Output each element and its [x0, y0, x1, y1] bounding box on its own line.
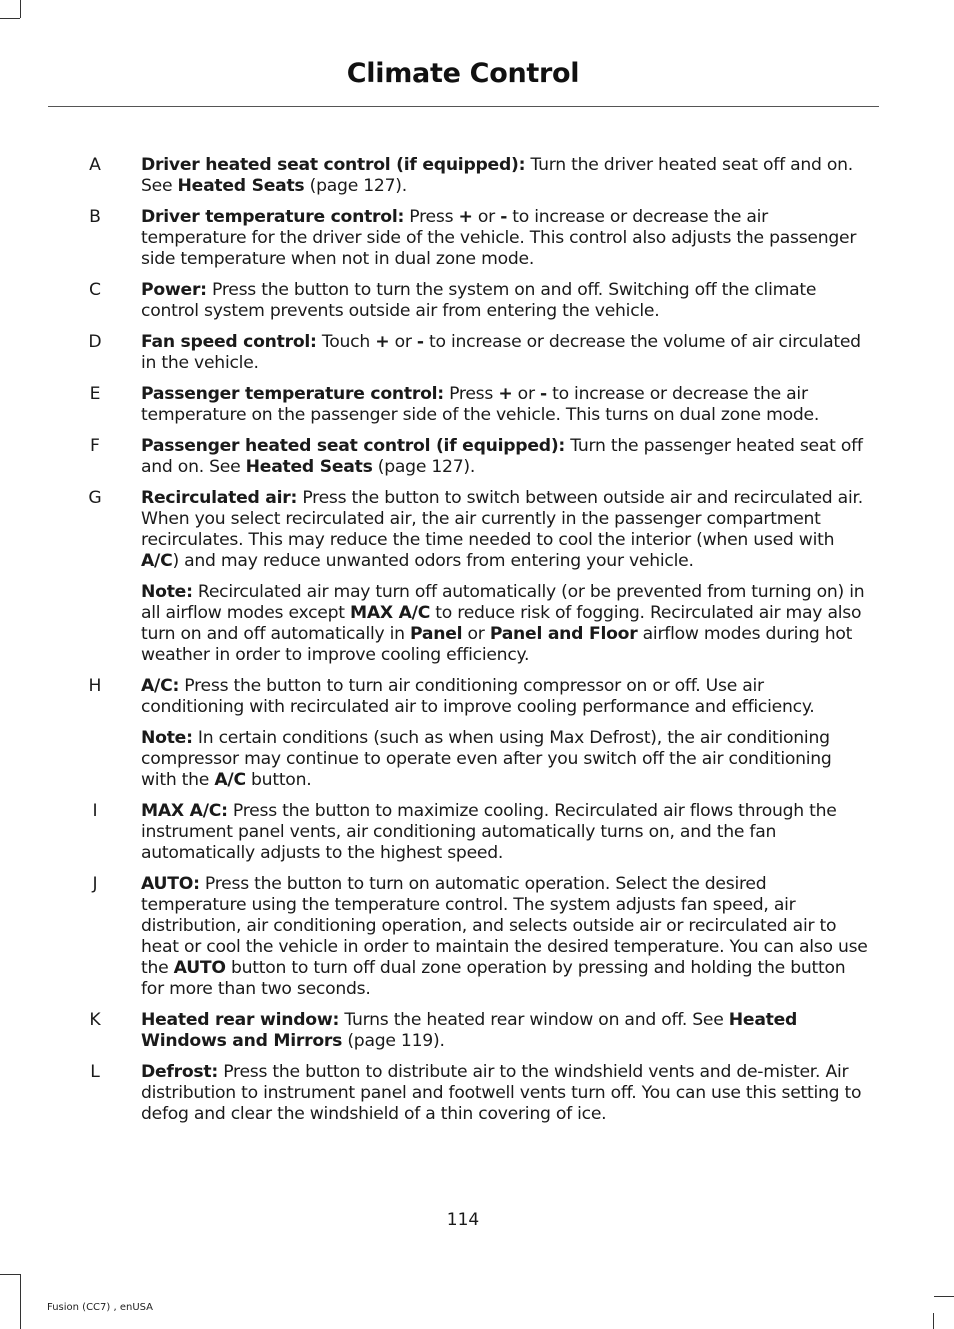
list-item [0, 874, 954, 1000]
item-text: to increase or decrease the air temperature for the driver side of the vehicle. This control also adjusts the passenger side temperature when not in dual zone mode. [141, 207, 857, 269]
item-text: Press [404, 207, 459, 227]
list-item [0, 280, 954, 322]
item-letter: J [92, 874, 98, 894]
item-text: button. [245, 770, 312, 790]
control-name: A/C [214, 770, 246, 790]
item-text: Turns the heated rear window on and off. See [339, 1010, 729, 1030]
item-letter: C [88, 280, 101, 300]
item-description [141, 332, 870, 374]
item-label: MAX A/C: [141, 801, 228, 821]
control-name: - [539, 384, 547, 404]
item-text: Press [443, 384, 499, 404]
item-letter: L [90, 1062, 100, 1082]
item-text: or [389, 332, 417, 352]
item-label: Power: [141, 280, 207, 300]
item-label: Passenger heated seat control (if equipped): [141, 436, 566, 456]
item-text: Press the button to turn on automatic operation. Select the desired temperature using the temperature control. The system adjusts fan speed, air distribution, air conditioning operation, and selects outside air or recirculated air to heat or cool the vehicle in order to maintain the desired temperature. You can also use the [141, 874, 868, 978]
control-name: MAX A/C [349, 603, 431, 623]
item-text: Turn the driver heated seat off and on. See [141, 155, 854, 196]
crop-mark [0, 1274, 20, 1275]
item-text: Press the button to turn air conditioning compressor on or off. Use air conditioning with recirculated air to improve cooling performance and efficiency. [141, 676, 815, 717]
control-name: AUTO [173, 958, 226, 978]
item-text: or [512, 384, 540, 404]
control-name: + [498, 384, 513, 404]
title-divider [48, 106, 879, 107]
item-text: Turn the passenger heated seat off and on. See [141, 436, 863, 477]
item-label: AUTO: [141, 874, 200, 894]
item-letter: A [89, 155, 101, 175]
control-name: A/C [141, 551, 173, 571]
item-text: airflow modes during hot weather in order to improve cooling efficiency. [141, 624, 853, 665]
control-name: Panel [410, 624, 463, 644]
item-text: (page 127). [372, 457, 476, 477]
page-number: 114 [446, 1210, 480, 1230]
item-text: button to turn off dual zone operation by pressing and holding the button for more than two seconds. [141, 958, 846, 999]
item-text: or [472, 207, 501, 227]
item-description [141, 384, 870, 426]
item-label: Defrost: [141, 1062, 219, 1082]
item-letter: K [89, 1010, 101, 1030]
list-item [0, 676, 954, 791]
item-letter: E [89, 384, 101, 404]
item-label: Heated rear window: [141, 1010, 340, 1030]
item-label: Note: [141, 728, 193, 748]
item-label: Passenger temperature control: [141, 384, 444, 404]
item-text: (page 127). [304, 176, 407, 196]
item-label: A/C: [141, 676, 180, 696]
item-label: Driver temperature control: [141, 207, 405, 227]
control-name: + [458, 207, 473, 227]
item-letter: D [88, 332, 102, 352]
item-text: Recirculated air may turn off automatically (or be prevented from turning on) in all airflow modes except [141, 582, 865, 623]
item-text: ) and may reduce unwanted odors from entering your vehicle. [172, 551, 694, 571]
item-letter: I [92, 801, 98, 821]
item-text: or [462, 624, 490, 644]
item-description [141, 1062, 870, 1125]
item-text: In certain conditions (such as when using Max Defrost), the air conditioning compressor may continue to operate even after you switch off the air conditioning with the [141, 728, 832, 790]
item-letter: H [88, 676, 102, 696]
item-description [141, 155, 870, 197]
cross-reference: Heated Seats [177, 176, 305, 196]
crop-mark [934, 1296, 954, 1297]
list-item [0, 384, 954, 426]
control-name: - [500, 207, 508, 227]
crop-mark [20, 0, 21, 18]
list-item [0, 155, 954, 197]
list-item [0, 436, 954, 478]
item-note [141, 582, 870, 666]
item-description [141, 676, 870, 718]
page-title: Climate Control [346, 58, 580, 89]
item-description [141, 874, 870, 1000]
item-label: Fan speed control: [141, 332, 317, 352]
item-letter: F [90, 436, 100, 456]
item-text: to reduce risk of fogging. Recirculated air may also turn on and off automatically in [141, 603, 862, 644]
item-note [141, 728, 870, 791]
list-item [0, 801, 954, 864]
control-name: + [375, 332, 390, 352]
control-name: Panel and Floor [489, 624, 638, 644]
list-item [0, 207, 954, 270]
crop-mark [20, 1274, 21, 1329]
item-text: to increase or decrease the air temperature on the passenger side of the vehicle. This turns on dual zone mode. [141, 384, 820, 425]
item-description [141, 1010, 870, 1052]
item-text: Press the button to turn the system on and off. Switching off the climate control system prevents outside air from entering the vehicle. [141, 280, 817, 321]
item-description [141, 207, 870, 270]
item-description [141, 801, 870, 864]
crop-mark [0, 18, 20, 19]
item-text: Press the button to switch between outside air and recirculated air. When you select recirculated air, the air currently in the passenger compartment recirculates. This may reduce the time needed to cool the interior (when used with [141, 488, 863, 550]
item-label: Driver heated seat control (if equipped): [141, 155, 526, 175]
item-text: Press the button to maximize cooling. Recirculated air flows through the instrument panel vents, air conditioning automatically turns on, and the fan automatically adjusts to the highest speed. [141, 801, 837, 863]
item-description [141, 488, 870, 572]
crop-mark [933, 1313, 934, 1329]
list-item [0, 332, 954, 374]
list-item [0, 1010, 954, 1052]
item-text: (page 119). [342, 1031, 445, 1051]
item-label: Recirculated air: [141, 488, 298, 508]
item-text: Touch [316, 332, 376, 352]
item-text: Press the button to distribute air to the windshield vents and de-mister. Air distribution to instrument panel and footwell vents turn off. You can use this setting to defog and clear the windshield of a thin covering of ice. [141, 1062, 862, 1124]
footer-doc-id: Fusion (CC7) , enUSA [47, 1302, 154, 1313]
item-letter: B [89, 207, 101, 227]
control-legend-list [0, 155, 954, 1135]
item-label: Note: [141, 582, 193, 602]
cross-reference: Heated Seats [245, 457, 373, 477]
item-description [141, 436, 870, 478]
control-name: - [416, 332, 424, 352]
item-text: to increase or decrease the volume of air circulated in the vehicle. [141, 332, 861, 373]
cross-reference: Heated Windows and Mirrors [141, 1010, 798, 1051]
item-letter: G [88, 488, 102, 508]
list-item [0, 1062, 954, 1125]
list-item [0, 488, 954, 666]
item-description [141, 280, 870, 322]
